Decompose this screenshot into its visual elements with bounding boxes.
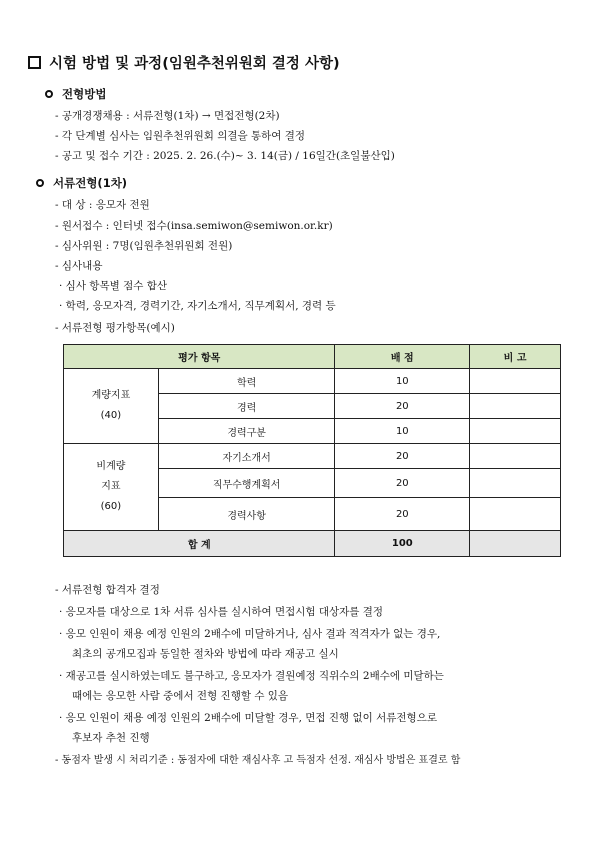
document-line: - 원서접수 : 인터넷 접수(insa.semiwon@semiwon.or.kr) xyxy=(55,220,333,232)
row-item: 자기소개서 xyxy=(158,444,335,469)
method-line: - 공고 및 접수 기간 : 2025. 2. 26.(수)~ 3. 14(금) / 16일간(초일불산입) xyxy=(55,150,395,162)
pass-line: · 응모자를 대상으로 1차 서류 심사를 실시하여 면접시험 대상자를 결정 xyxy=(59,606,384,618)
row-note xyxy=(470,444,561,469)
row-item: 경력 xyxy=(158,394,335,419)
section-heading xyxy=(28,52,340,73)
section-document xyxy=(36,175,127,191)
row-note xyxy=(470,469,561,498)
table-caption: - 서류전형 평가항목(예시) xyxy=(55,322,175,334)
document-line: - 심사내용 xyxy=(55,260,103,272)
section-method xyxy=(45,86,106,102)
document-line: - 심사위원 : 7명(임원추천위원회 전원) xyxy=(55,240,233,252)
row-score: 20 xyxy=(335,469,470,498)
tie-rule: - 동점자 발생 시 처리기준 : 동점자에 대한 재심사후 고 득점자 선정. 재심사 방법은 표결로 함 xyxy=(55,755,461,766)
row-note xyxy=(470,369,561,394)
row-item: 직무수행계획서 xyxy=(158,469,335,498)
row-note xyxy=(470,394,561,419)
circle-bullet-icon xyxy=(45,90,53,98)
document-line: - 대 상 : 응모자 전원 xyxy=(55,199,150,211)
header-note: 비 고 xyxy=(470,345,561,369)
row-item: 경력구분 xyxy=(158,419,335,444)
row-score: 20 xyxy=(335,498,470,531)
section-document-title: 서류전형(1차) xyxy=(53,176,128,190)
review-subline: · 학력, 응모자격, 경력기간, 자기소개서, 직무계획서, 경력 등 xyxy=(59,300,336,312)
method-line: - 각 단계별 심사는 임원추천위원회 의결을 통하여 결정 xyxy=(55,130,306,142)
table-row xyxy=(64,444,561,469)
table-row xyxy=(64,369,561,394)
evaluation-table xyxy=(63,344,561,557)
table-total-row xyxy=(64,531,561,557)
row-item: 경력사항 xyxy=(158,498,335,531)
pass-line: 때에는 응모한 사람 중에서 전형 진행할 수 있음 xyxy=(72,690,289,702)
row-item: 학력 xyxy=(158,369,335,394)
header-score: 배 점 xyxy=(335,345,470,369)
pass-line: · 응모 인원이 채용 예정 인원의 2배수에 미달하거나, 심사 결과 적격자가 없는 경우, xyxy=(59,628,441,640)
pass-line: 최초의 공개모집과 동일한 절차와 방법에 따라 재공고 실시 xyxy=(72,648,339,660)
row-score: 10 xyxy=(335,419,470,444)
method-line: - 공개경쟁채용 : 서류전형(1차) → 면접전형(2차) xyxy=(55,110,280,122)
group-label-qualitative: 비계량 지표 (60) xyxy=(64,444,159,531)
row-note xyxy=(470,419,561,444)
heading-text: 시험 방법 및 과정(임원추천위원회 결정 사항) xyxy=(49,56,340,72)
group-label-quantitative: 계량지표 (40) xyxy=(64,369,159,444)
row-score: 10 xyxy=(335,369,470,394)
section-method-title: 전형방법 xyxy=(62,87,107,101)
total-note xyxy=(470,531,561,557)
pass-line: 후보자 추천 진행 xyxy=(72,732,150,744)
row-score: 20 xyxy=(335,444,470,469)
checkbox-square-icon xyxy=(28,56,41,69)
pass-line: · 응모 인원이 채용 예정 인원의 2배수에 미달할 경우, 면접 진행 없이 서류전형으로 xyxy=(59,712,437,724)
row-note xyxy=(470,498,561,531)
pass-line: · 재공고를 실시하였는데도 불구하고, 응모자가 결원예정 직위수의 2배수에 미달하는 xyxy=(59,670,444,682)
circle-bullet-icon xyxy=(36,179,44,187)
table-header-row xyxy=(64,345,561,369)
total-score: 100 xyxy=(335,531,470,557)
row-score: 20 xyxy=(335,394,470,419)
header-item: 평가 항목 xyxy=(64,345,335,369)
review-subline: · 심사 항목별 점수 합산 xyxy=(59,280,167,292)
total-label: 합 계 xyxy=(64,531,335,557)
pass-title: - 서류전형 합격자 결정 xyxy=(55,584,160,596)
